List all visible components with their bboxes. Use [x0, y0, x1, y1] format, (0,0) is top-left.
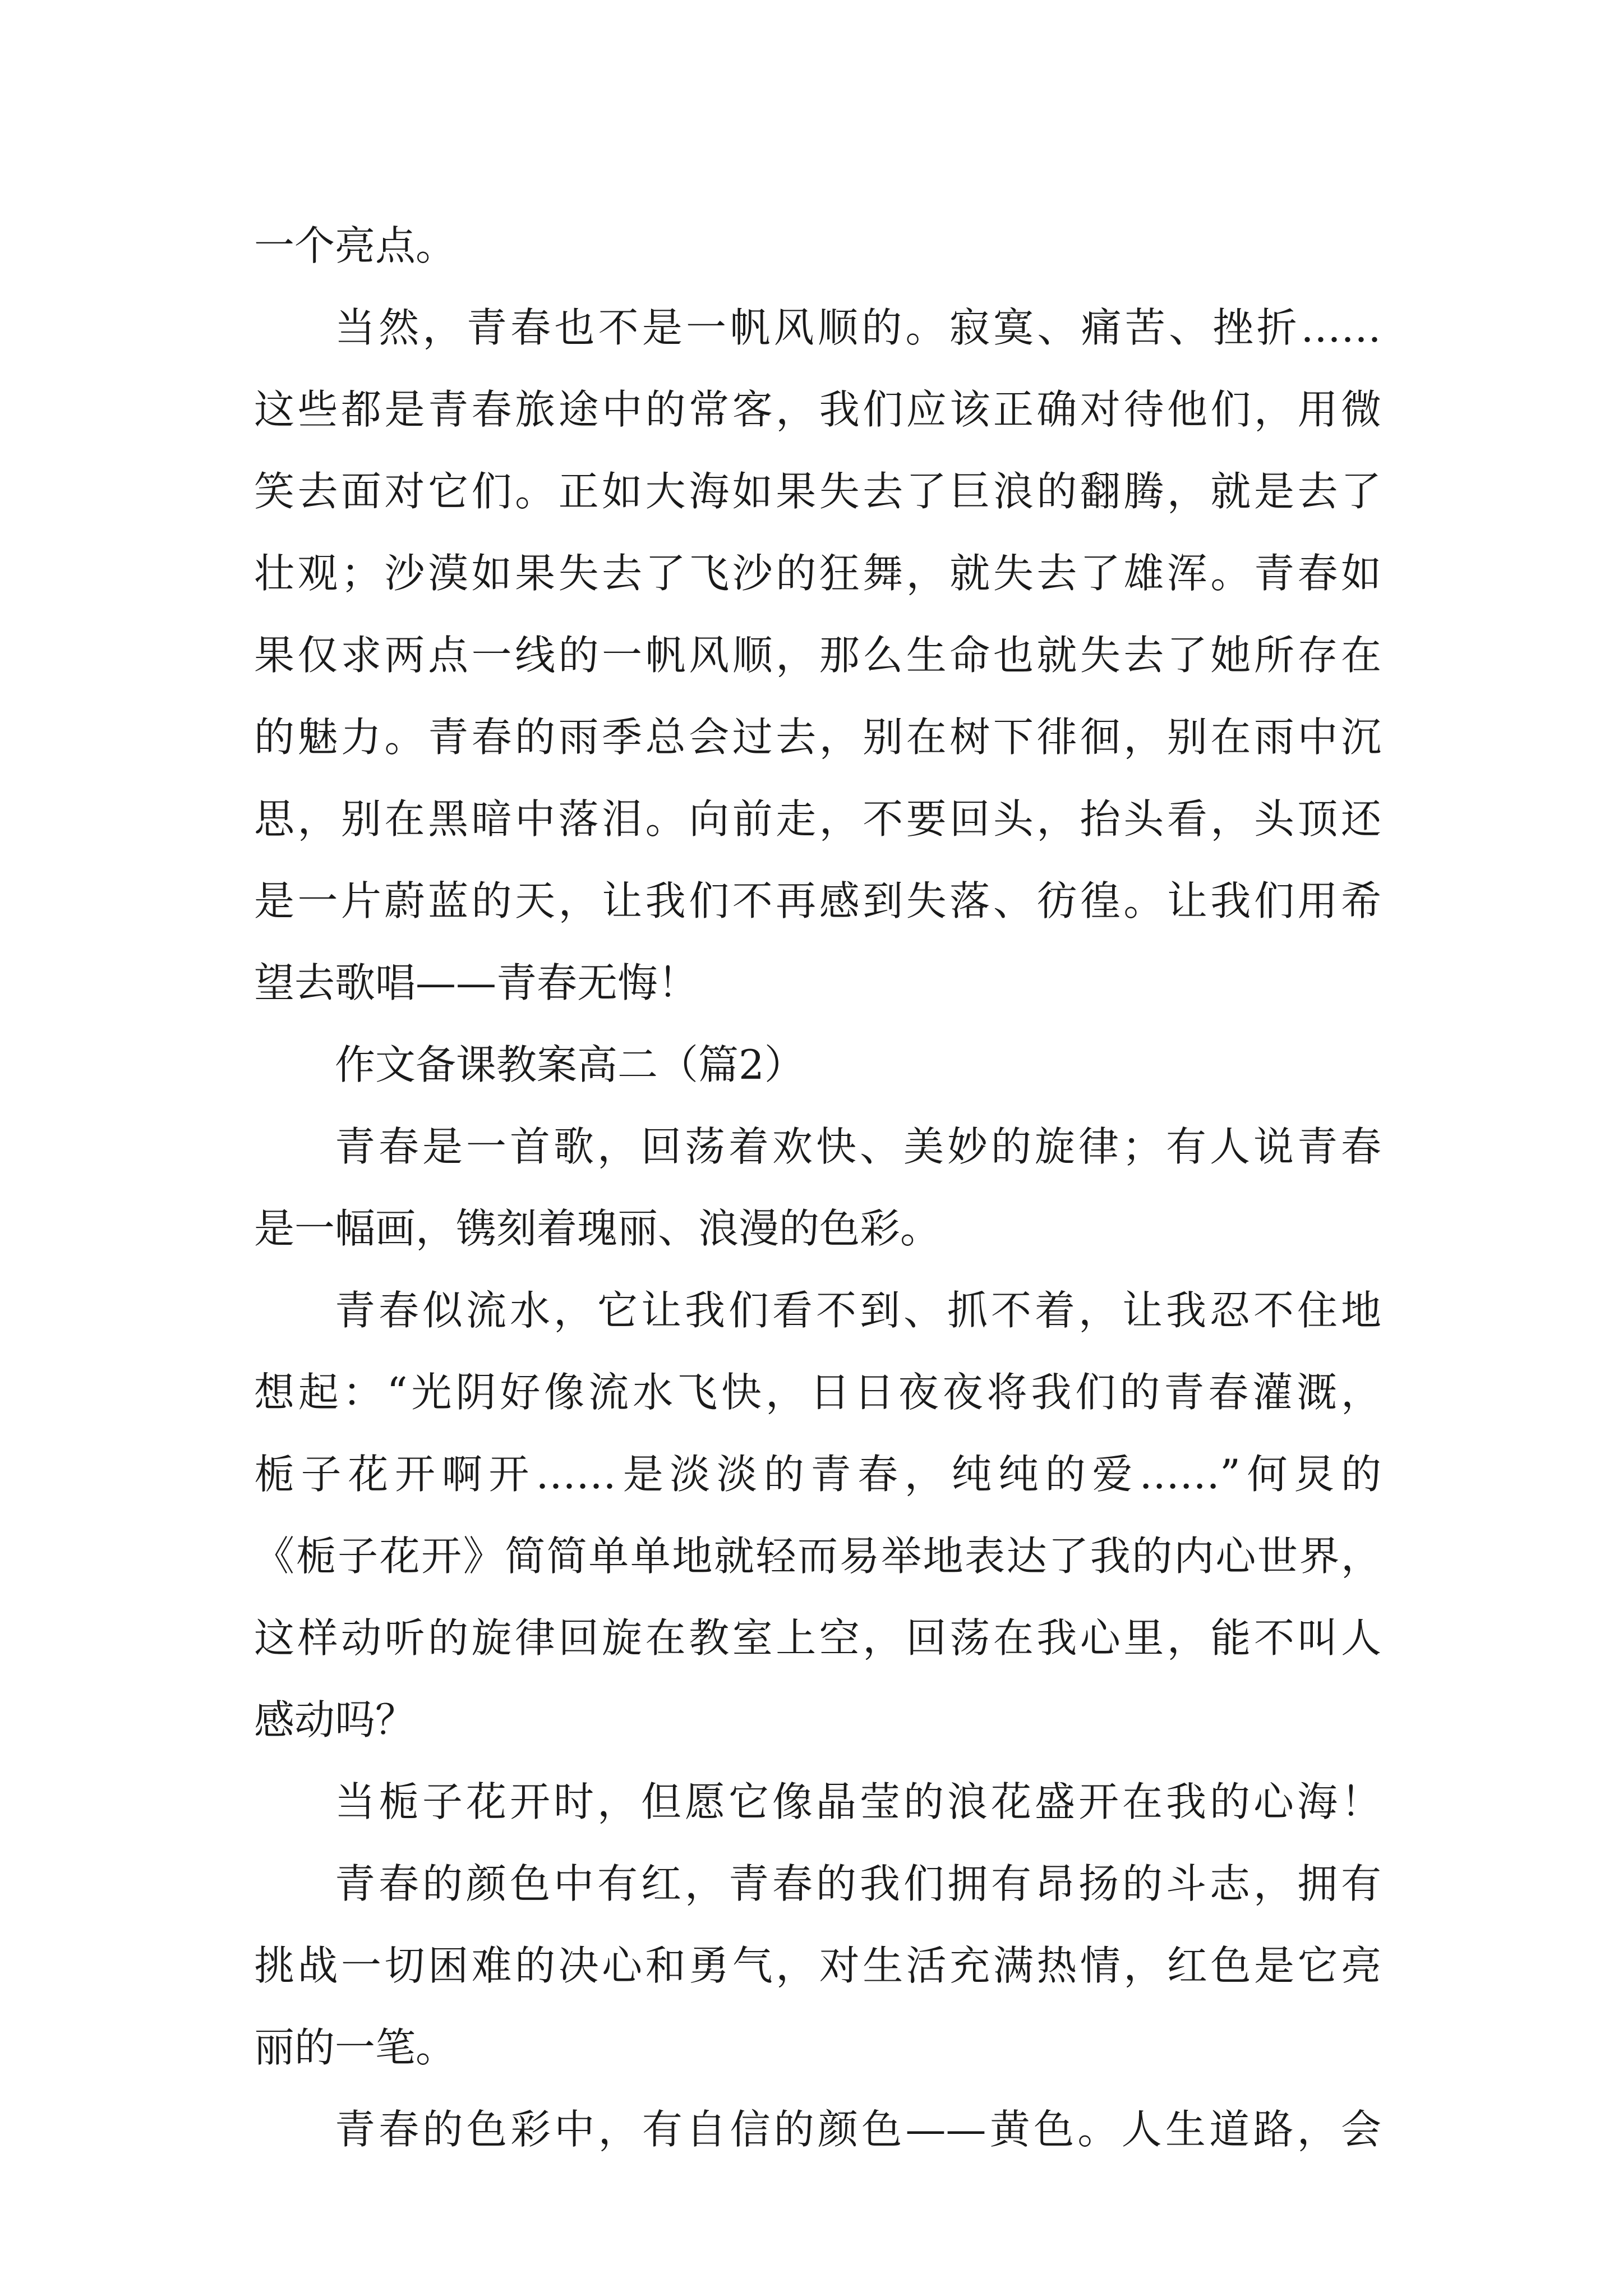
text-line: 栀子花开啊开……是淡淡的青春，纯纯的爱……”何炅的 [254, 1451, 1381, 1498]
text-line: 青春的颜色中有红，青春的我们拥有昂扬的斗志，拥有 [335, 1860, 1381, 1907]
text-line: 当然，青春也不是一帆风顺的。寂寞、痛苦、挫折…… [335, 304, 1381, 351]
text-line: 当栀子花开时，但愿它像晶莹的浪花盛开在我的心海！ [335, 1778, 1381, 1825]
text-line: 壮观；沙漠如果失去了飞沙的狂舞，就失去了雄浑。青春如 [254, 550, 1381, 597]
text-line: 是一片蔚蓝的天，让我们不再感到失落、彷徨。让我们用希 [254, 877, 1381, 924]
text-line: 思，别在黑暗中落泪。向前走，不要回头，抬头看，头顶还 [254, 795, 1381, 843]
text-line: 想起：“光阴好像流水飞快，日日夜夜将我们的青春灌溉， [254, 1369, 1381, 1416]
text-line: 望去歌唱——青春无悔！ [254, 959, 699, 1006]
text-line: 这些都是青春旅途中的常客，我们应该正确对待他们，用微 [254, 386, 1381, 433]
text-line: 青春似流水，它让我们看不到、抓不着，让我忍不住地 [335, 1287, 1381, 1334]
text-line: 笑去面对它们。正如大海如果失去了巨浪的翻腾，就是去了 [254, 468, 1381, 515]
text-line: 感动吗？ [254, 1696, 416, 1743]
text-line: 《栀子花开》简简单单地就轻而易举地表达了我的内心世界， [254, 1533, 1381, 1580]
text-line: 果仅求两点一线的一帆风顺，那么生命也就失去了她所存在 [254, 632, 1381, 679]
text-line: 丽的一笔。 [254, 2024, 457, 2071]
section-heading: 作文备课教案高二（篇2） [335, 1041, 805, 1088]
text-line: 这样动听的旋律回旋在教室上空，回荡在我心里，能不叫人 [254, 1614, 1381, 1662]
text-line: 挑战一切困难的决心和勇气，对生活充满热情，红色是它亮 [254, 1942, 1381, 1989]
text-line: 青春是一首歌，回荡着欢快、美妙的旋律；有人说青春 [335, 1123, 1381, 1170]
text-line: 青春的色彩中，有自信的颜色——黄色。人生道路，会 [335, 2106, 1381, 2153]
text-line: 一个亮点。 [254, 222, 457, 269]
text-line: 的魅力。青春的雨季总会过去，别在树下徘徊，别在雨中沉 [254, 714, 1381, 761]
text-line: 是一幅画，镌刻着瑰丽、浪漫的色彩。 [254, 1205, 941, 1252]
document-body [254, 205, 1381, 2170]
